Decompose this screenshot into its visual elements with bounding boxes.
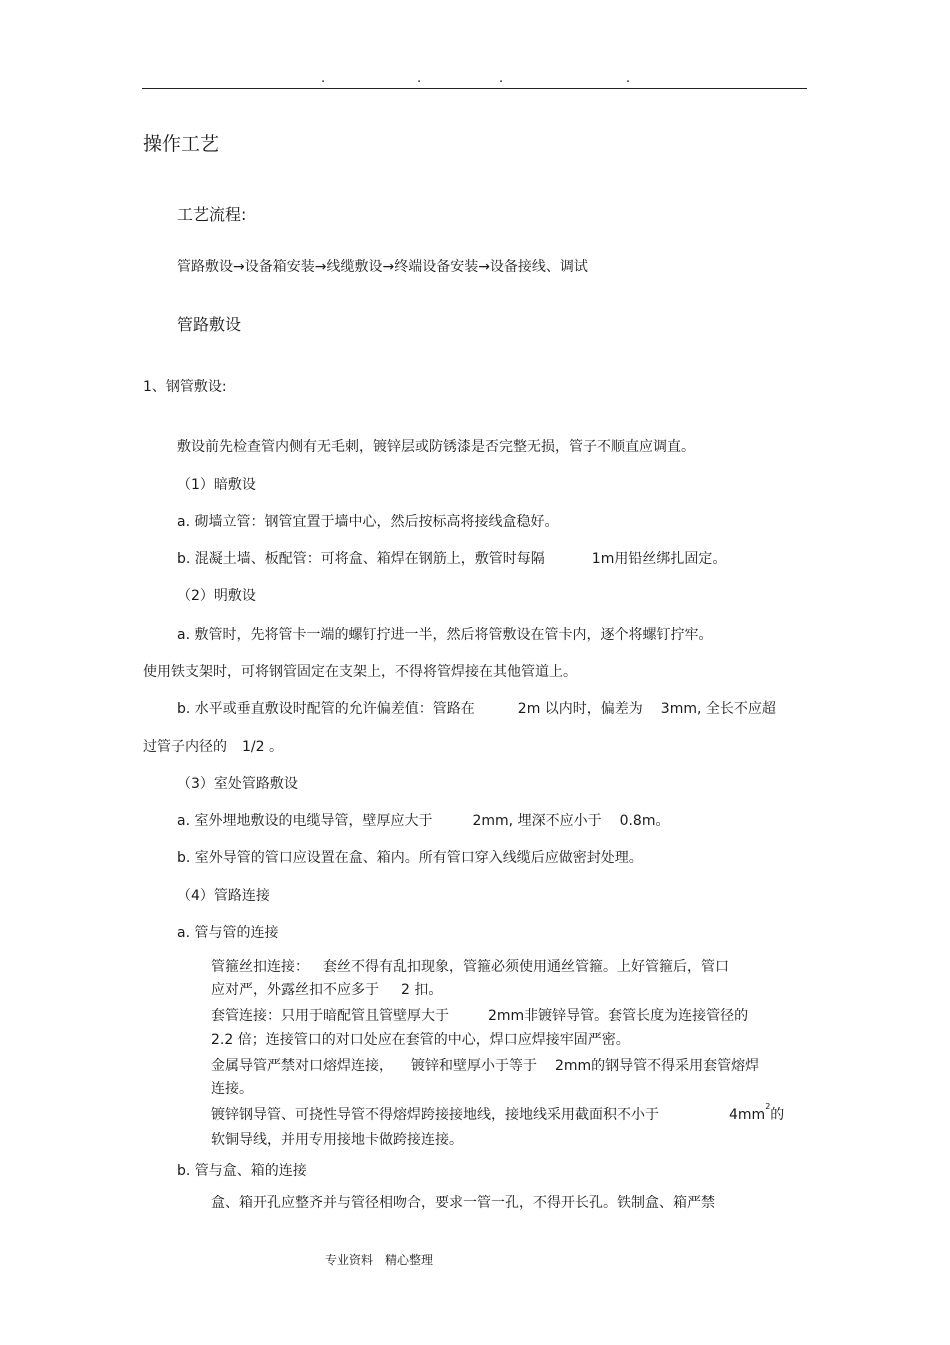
outdoor-item-b: b. 室外导管的管口应设置在盒、箱内。所有管口穿入线缆后应做密封处理。 — [177, 850, 643, 866]
grounding-line1-post: 的 — [770, 1107, 785, 1123]
outdoor-item-a-text: a. 室外埋地敷设的电缆导管，壁厚应大于 — [177, 813, 433, 829]
page-title: 操作工艺 — [143, 133, 220, 155]
exposed-item-a-line2: 使用铁支架时，可将钢管固定在支架上，不得将管焊接在其他管道上。 — [143, 664, 577, 680]
grounding-line1 — [211, 1104, 784, 1124]
coupling-line2 — [211, 979, 442, 999]
exposed-item-b-line1 — [177, 698, 776, 718]
grounding-superscript: 2 — [765, 1102, 771, 1111]
header-dot: . — [417, 71, 422, 86]
weld-line1 — [211, 1055, 759, 1075]
header-rule — [142, 88, 807, 89]
exposed-item-b-line2-value: 1/2 。 — [242, 739, 283, 755]
coupling-line2-value: 2 扣。 — [401, 982, 443, 998]
outdoor-heading: （3）室处管路敷设 — [177, 776, 298, 792]
outdoor-item-a-value2: 0.8m。 — [619, 813, 670, 829]
coupling-line1 — [211, 956, 729, 976]
pipe-to-pipe-heading: a. 管与管的连接 — [177, 925, 279, 941]
grounding-line1-text: 镀锌钢导管、可挠性导管不得熔焊跨接接地线，接地线采用截面积不小于 — [211, 1107, 659, 1123]
exposed-item-b-value2: 3mm, 全长不应超 — [660, 701, 776, 717]
weld-line1-mid: 镀锌和壁厚小于等于 — [411, 1058, 537, 1074]
coupling-line2-text: 应对严，外露丝扣不应多于 — [211, 982, 379, 998]
sleeve-line1-value: 2mm非镀锌导管。套管长度为连接管径的 — [488, 1008, 749, 1024]
concealed-item-b-value: 1m用铅丝绑扎固定。 — [591, 551, 727, 567]
weld-line2: 连接。 — [211, 1081, 253, 1097]
exposed-item-b-line2-text: 过管子内径的 — [143, 739, 227, 755]
grounding-line1-value: 4mm — [729, 1107, 766, 1123]
process-flow: 管路敷设→设备箱安装→线缆敷设→终端设备安装→设备接线、调试 — [177, 259, 588, 275]
coupling-label: 管箍丝扣连接： — [211, 959, 309, 975]
steel-pipe-heading: 1、钢管敷设: — [143, 379, 227, 395]
exposed-heading: （2）明敷设 — [177, 588, 256, 604]
sleeve-line2: 2.2 倍；连接管口的对口处应在套管的中心，焊口应焊接牢固严密。 — [211, 1032, 630, 1048]
concealed-heading: （1）暗敷设 — [177, 477, 256, 493]
weld-line1-value: 2mm的钢导管不得采用套管熔焊 — [555, 1058, 760, 1074]
concealed-item-b-text: b. 混凝土墙、板配管：可将盒、箱焊在钢筋上，敷管时每隔 — [177, 551, 545, 567]
steel-pipe-intro: 敷设前先检查管内侧有无毛刺，镀锌层或防锈漆是否完整无损，管子不顺直应调直。 — [177, 439, 695, 455]
connection-heading: （4）管路连接 — [177, 888, 270, 904]
page-footer: 专业资料 精心整理 — [325, 1253, 434, 1267]
pipe-to-box-heading: b. 管与盒、箱的连接 — [177, 1163, 307, 1179]
sleeve-line1 — [211, 1005, 748, 1025]
header-dot: . — [626, 71, 631, 86]
outdoor-item-a — [177, 810, 669, 830]
weld-line1-text: 金属导管严禁对口熔焊连接， — [211, 1058, 393, 1074]
exposed-item-b-line2 — [143, 736, 283, 756]
process-heading: 工艺流程: — [177, 205, 247, 224]
pipe-section-heading: 管路敷设 — [177, 315, 242, 334]
grounding-line2: 软铜导线，并用专用接地卡做跨接连接。 — [211, 1132, 463, 1148]
coupling-text: 套丝不得有乱扣现象，管箍必须使用通丝管箍。上好管箍后，管口 — [323, 959, 729, 975]
exposed-item-b-text: b. 水平或垂直敷设时配管的允许偏差值：管路在 — [177, 701, 475, 717]
pipe-to-box-line1: 盒、箱开孔应整齐并与管径相吻合，要求一管一孔，不得开长孔。铁制盒、箱严禁 — [211, 1195, 715, 1211]
sleeve-line1-text: 套管连接：只用于暗配管且管壁厚大于 — [211, 1008, 449, 1024]
exposed-item-a-line1: a. 敷管时，先将管卡一端的螺钉拧进一半，然后将管敷设在管卡内，逐个将螺钉拧牢。 — [177, 627, 713, 643]
concealed-item-a: a. 砌墙立管：钢管宜置于墙中心，然后按标高将接线盒稳好。 — [177, 514, 559, 530]
outdoor-item-a-value1: 2mm, 埋深不应小于 — [472, 813, 602, 829]
header-dot: . — [499, 71, 504, 86]
concealed-item-b — [177, 548, 726, 568]
exposed-item-b-value1: 2m 以内时，偏差为 — [517, 701, 643, 717]
header-dot: . — [321, 71, 326, 86]
